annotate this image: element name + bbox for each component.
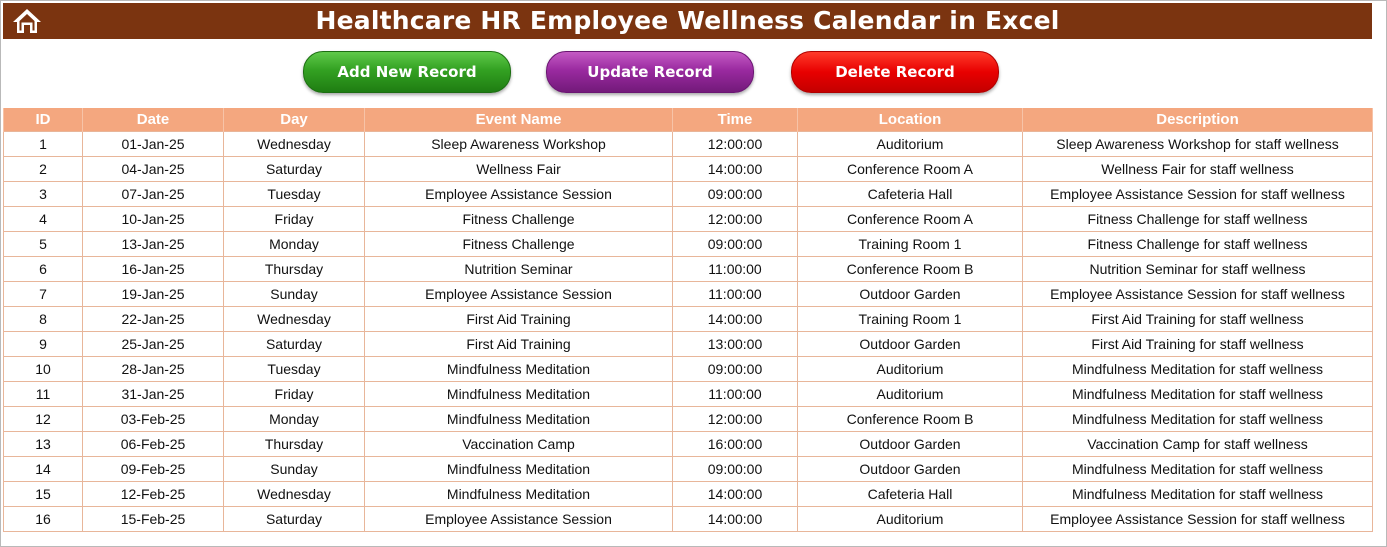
table-row[interactable] [4, 432, 1373, 457]
cell-day[interactable]: Wednesday [224, 132, 365, 157]
cell-location[interactable]: Training Room 1 [798, 232, 1023, 257]
column-header-day[interactable]: Day [224, 108, 365, 132]
cell-event-name[interactable]: Employee Assistance Session [365, 182, 673, 207]
delete-record-button[interactable]: Delete Record [791, 51, 999, 93]
cell-description[interactable]: Mindfulness Meditation for staff wellness [1023, 357, 1373, 382]
cell-event-name[interactable]: Mindfulness Meditation [365, 457, 673, 482]
cell-date[interactable]: 16-Jan-25 [83, 257, 224, 282]
cell-description[interactable]: Fitness Challenge for staff wellness [1023, 207, 1373, 232]
cell-location[interactable]: Conference Room B [798, 257, 1023, 282]
cell-id[interactable]: 8 [4, 307, 83, 332]
cell-day[interactable]: Wednesday [224, 482, 365, 507]
cell-event-name[interactable]: Mindfulness Meditation [365, 357, 673, 382]
events-table [3, 108, 1373, 532]
table-row[interactable] [4, 382, 1373, 407]
cell-id[interactable]: 14 [4, 457, 83, 482]
cell-date[interactable]: 10-Jan-25 [83, 207, 224, 232]
cell-event-name[interactable]: Fitness Challenge [365, 207, 673, 232]
column-header-event-name[interactable]: Event Name [365, 108, 673, 132]
cell-time[interactable]: 14:00:00 [673, 157, 798, 182]
cell-description[interactable]: First Aid Training for staff wellness [1023, 332, 1373, 357]
page-title: Healthcare HR Employee Wellness Calendar in Excel [315, 6, 1060, 35]
cell-date[interactable]: 19-Jan-25 [83, 282, 224, 307]
cell-location[interactable]: Outdoor Garden [798, 332, 1023, 357]
cell-time[interactable]: 11:00:00 [673, 282, 798, 307]
cell-time[interactable]: 09:00:00 [673, 457, 798, 482]
cell-location[interactable]: Auditorium [798, 132, 1023, 157]
cell-day[interactable]: Monday [224, 232, 365, 257]
cell-date[interactable]: 28-Jan-25 [83, 357, 224, 382]
table-row[interactable] [4, 157, 1373, 182]
column-header-date[interactable]: Date [83, 108, 224, 132]
cell-event-name[interactable]: Mindfulness Meditation [365, 482, 673, 507]
cell-day[interactable]: Thursday [224, 257, 365, 282]
update-record-button[interactable]: Update Record [546, 51, 754, 93]
cell-location[interactable]: Conference Room A [798, 207, 1023, 232]
cell-date[interactable]: 31-Jan-25 [83, 382, 224, 407]
cell-description[interactable]: Mindfulness Meditation for staff wellness [1023, 482, 1373, 507]
cell-date[interactable]: 06-Feb-25 [83, 432, 224, 457]
cell-date[interactable]: 01-Jan-25 [83, 132, 224, 157]
cell-date[interactable]: 09-Feb-25 [83, 457, 224, 482]
cell-description[interactable]: Employee Assistance Session for staff wellness [1023, 182, 1373, 207]
column-header-time[interactable]: Time [673, 108, 798, 132]
cell-event-name[interactable]: Wellness Fair [365, 157, 673, 182]
cell-location[interactable]: Outdoor Garden [798, 282, 1023, 307]
cell-id[interactable]: 12 [4, 407, 83, 432]
table-row[interactable] [4, 282, 1373, 307]
table-row[interactable] [4, 357, 1373, 382]
cell-description[interactable]: Mindfulness Meditation for staff wellness [1023, 457, 1373, 482]
cell-time[interactable]: 11:00:00 [673, 257, 798, 282]
cell-event-name[interactable]: Employee Assistance Session [365, 507, 673, 532]
table-row[interactable] [4, 307, 1373, 332]
title-bar [3, 3, 1372, 39]
cell-description[interactable]: First Aid Training for staff wellness [1023, 307, 1373, 332]
cell-location[interactable]: Outdoor Garden [798, 432, 1023, 457]
cell-time[interactable]: 14:00:00 [673, 482, 798, 507]
table-row[interactable] [4, 457, 1373, 482]
cell-event-name[interactable]: Fitness Challenge [365, 232, 673, 257]
cell-description[interactable]: Mindfulness Meditation for staff wellness [1023, 407, 1373, 432]
cell-day[interactable]: Tuesday [224, 182, 365, 207]
cell-event-name[interactable]: First Aid Training [365, 307, 673, 332]
cell-day[interactable]: Sunday [224, 457, 365, 482]
cell-id[interactable]: 6 [4, 257, 83, 282]
cell-location[interactable]: Auditorium [798, 357, 1023, 382]
cell-day[interactable]: Friday [224, 382, 365, 407]
cell-id[interactable]: 13 [4, 432, 83, 457]
cell-date[interactable]: 25-Jan-25 [83, 332, 224, 357]
table-header-row [4, 108, 1373, 132]
cell-time[interactable]: 12:00:00 [673, 407, 798, 432]
cell-description[interactable]: Employee Assistance Session for staff wellness [1023, 282, 1373, 307]
table-row[interactable] [4, 207, 1373, 232]
cell-location[interactable]: Cafeteria Hall [798, 182, 1023, 207]
cell-location[interactable]: Conference Room A [798, 157, 1023, 182]
cell-event-name[interactable]: Sleep Awareness Workshop [365, 132, 673, 157]
cell-time[interactable]: 13:00:00 [673, 332, 798, 357]
cell-id[interactable]: 9 [4, 332, 83, 357]
table-row[interactable] [4, 182, 1373, 207]
column-header-id[interactable]: ID [4, 108, 83, 132]
cell-description[interactable]: Vaccination Camp for staff wellness [1023, 432, 1373, 457]
cell-id[interactable]: 5 [4, 232, 83, 257]
cell-day[interactable]: Thursday [224, 432, 365, 457]
column-header-location[interactable]: Location [798, 108, 1023, 132]
cell-event-name[interactable]: Mindfulness Meditation [365, 407, 673, 432]
cell-id[interactable]: 7 [4, 282, 83, 307]
table-row[interactable] [4, 232, 1373, 257]
cell-event-name[interactable]: Mindfulness Meditation [365, 382, 673, 407]
cell-id[interactable]: 1 [4, 132, 83, 157]
cell-date[interactable]: 15-Feb-25 [83, 507, 224, 532]
cell-day[interactable]: Wednesday [224, 307, 365, 332]
cell-time[interactable]: 09:00:00 [673, 232, 798, 257]
table-row[interactable] [4, 132, 1373, 157]
table-row[interactable] [4, 407, 1373, 432]
cell-location[interactable]: Training Room 1 [798, 307, 1023, 332]
home-icon[interactable] [11, 7, 43, 35]
column-header-description[interactable]: Description [1023, 108, 1373, 132]
cell-event-name[interactable]: Employee Assistance Session [365, 282, 673, 307]
cell-date[interactable]: 03-Feb-25 [83, 407, 224, 432]
cell-day[interactable]: Sunday [224, 282, 365, 307]
cell-time[interactable]: 16:00:00 [673, 432, 798, 457]
cell-id[interactable]: 11 [4, 382, 83, 407]
cell-date[interactable]: 13-Jan-25 [83, 232, 224, 257]
cell-date[interactable]: 22-Jan-25 [83, 307, 224, 332]
cell-time[interactable]: 09:00:00 [673, 357, 798, 382]
cell-description[interactable]: Nutrition Seminar for staff wellness [1023, 257, 1373, 282]
cell-id[interactable]: 10 [4, 357, 83, 382]
cell-location[interactable]: Conference Room B [798, 407, 1023, 432]
cell-description[interactable]: Mindfulness Meditation for staff wellness [1023, 382, 1373, 407]
cell-description[interactable]: Wellness Fair for staff wellness [1023, 157, 1373, 182]
cell-date[interactable]: 07-Jan-25 [83, 182, 224, 207]
cell-day[interactable]: Saturday [224, 507, 365, 532]
cell-location[interactable]: Cafeteria Hall [798, 482, 1023, 507]
table-row[interactable] [4, 257, 1373, 282]
cell-description[interactable]: Employee Assistance Session for staff wellness [1023, 507, 1373, 532]
cell-id[interactable]: 3 [4, 182, 83, 207]
cell-event-name[interactable]: First Aid Training [365, 332, 673, 357]
cell-day[interactable]: Saturday [224, 157, 365, 182]
cell-id[interactable]: 4 [4, 207, 83, 232]
table-row[interactable] [4, 332, 1373, 357]
cell-time[interactable]: 12:00:00 [673, 207, 798, 232]
cell-day[interactable]: Friday [224, 207, 365, 232]
cell-id[interactable]: 16 [4, 507, 83, 532]
cell-location[interactable]: Auditorium [798, 382, 1023, 407]
cell-description[interactable]: Fitness Challenge for staff wellness [1023, 232, 1373, 257]
cell-date[interactable]: 04-Jan-25 [83, 157, 224, 182]
cell-time[interactable]: 14:00:00 [673, 507, 798, 532]
cell-event-name[interactable]: Nutrition Seminar [365, 257, 673, 282]
table-row[interactable] [4, 507, 1373, 532]
cell-time[interactable]: 12:00:00 [673, 132, 798, 157]
cell-date[interactable]: 12-Feb-25 [83, 482, 224, 507]
cell-location[interactable]: Outdoor Garden [798, 457, 1023, 482]
cell-id[interactable]: 2 [4, 157, 83, 182]
cell-day[interactable]: Saturday [224, 332, 365, 357]
cell-id[interactable]: 15 [4, 482, 83, 507]
cell-description[interactable]: Sleep Awareness Workshop for staff wellness [1023, 132, 1373, 157]
table-row[interactable] [4, 482, 1373, 507]
cell-time[interactable]: 14:00:00 [673, 307, 798, 332]
add-new-record-button[interactable]: Add New Record [303, 51, 511, 93]
cell-time[interactable]: 11:00:00 [673, 382, 798, 407]
cell-day[interactable]: Tuesday [224, 357, 365, 382]
cell-day[interactable]: Monday [224, 407, 365, 432]
cell-location[interactable]: Auditorium [798, 507, 1023, 532]
cell-event-name[interactable]: Vaccination Camp [365, 432, 673, 457]
cell-time[interactable]: 09:00:00 [673, 182, 798, 207]
